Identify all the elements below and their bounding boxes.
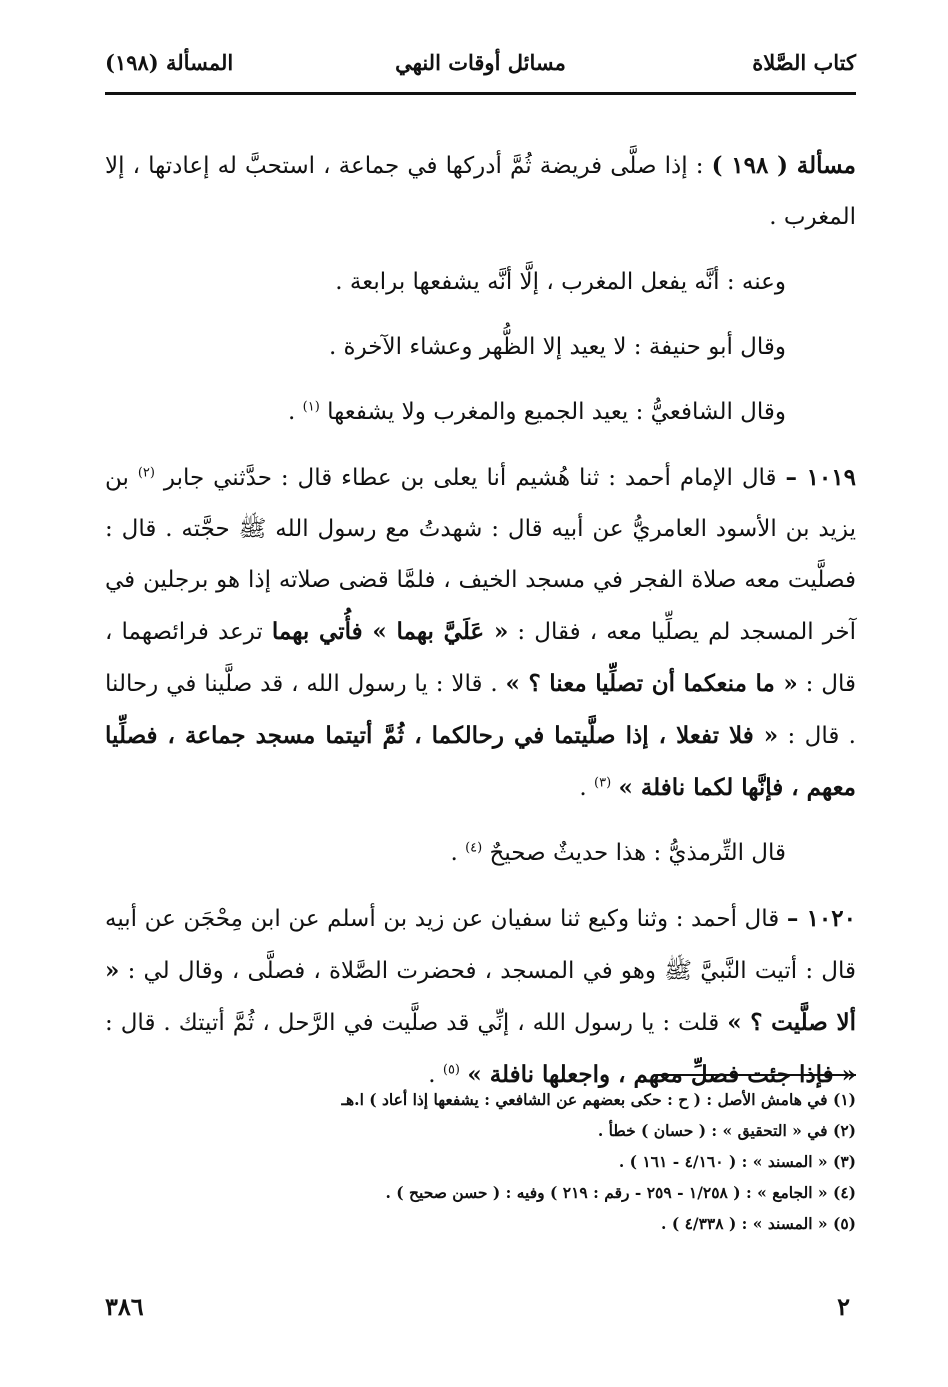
header-chapter-title: مسائل أوقات النهي	[395, 50, 566, 75]
hadith-1019-quote-3: « فلا تفعلا ، إذا صلَّيتما في رحالكما ، ثُمَّ أتيتما مسجد جماعة ، فصلِّيا معهم ، فإنَّها لكما نافلة »	[105, 722, 856, 801]
shafii-end: .	[288, 399, 303, 425]
hadith-1020-end: .	[428, 1062, 443, 1088]
shafii-text: وقال الشافعيُّ : يعيد الجميع والمغرب ولا يشفعها	[327, 399, 786, 425]
footnote-5: (٥) « المسند » : ( ٤/٣٣٨ ) .	[661, 1214, 856, 1233]
footnote-ref-4: (٤)	[465, 840, 483, 856]
hadith-1019-text-1: قال الإمام أحمد : ثنا هُشيم أنا يعلى بن عطاء قال : حدَّثني جابر	[163, 465, 786, 491]
anhu-paragraph: وعنه : أنَّه يفعل المغرب ، إلَّا أنَّه يشفعها برابعة .	[335, 269, 786, 295]
volume-number: ٢	[837, 1292, 850, 1321]
footnote-2: (٢) في « التحقيق » : ( حسان ) خطأ .	[597, 1121, 856, 1140]
tirmidhi-end: .	[450, 840, 466, 866]
footnote-ref-5: (٥)	[442, 1062, 460, 1078]
footnote-3: (٣) « المسند » : ( ٤/١٦٠ - ١٦١ ) .	[618, 1152, 856, 1171]
footnote-rule	[656, 1074, 856, 1076]
hadith-1019-text-4: . قالا : يا رسول الله ، قد صلَّينا في رحالنا . قال :	[105, 671, 856, 749]
hadith-1019-text-3: ترعد فرائصهما ، قال :	[105, 619, 856, 697]
hadith-1020-quote-2: « فإذا جئت فصلِّ معهم ، واجعلها نافلة »	[467, 1061, 856, 1088]
masala-paragraph	[105, 140, 856, 243]
abu-hanifa-paragraph: وقال أبو حنيفة : لا يعيد إلا الظُّهر وعشاء الآخرة .	[328, 334, 786, 360]
header-book-title: كتاب الصَّلاة	[752, 50, 856, 75]
footnote-4: (٤) « الجامع » : ( ١/٢٥٨ - ٢٥٩ - رقم : ٢١٩ ) وفيه : ( حسن صحيح ) .	[385, 1183, 856, 1202]
hadith-1020-paragraph	[105, 893, 856, 1101]
hadith-1019-text-2: بن يزيد بن الأسود العامريُّ عن أبيه قال : شهدتُ مع رسول الله ﷺ حجَّته . قال : فصلَّيت معه صلاة الفجر في مسجد الخيف ، فلمَّا قضى صلاته إذا هو برجلين في آخر المسجد لم يصلِّيا معه ، فقال :	[105, 465, 856, 645]
book-page	[105, 0, 856, 1387]
footnotes	[105, 1084, 856, 1239]
masala-heading: مسألة ( ١٩٨ )	[711, 152, 856, 179]
hadith-1020-quote-1: « ألا صلَّيت ؟ »	[105, 957, 856, 1036]
hadith-1019-number: ١٠١٩ –	[785, 464, 856, 491]
footnote-ref-2: (٢)	[137, 465, 155, 481]
footnote-ref-3: (٣)	[594, 775, 612, 791]
hadith-1019-paragraph	[105, 452, 856, 814]
hadith-1020-text-1: قال أحمد : وثنا وكيع ثنا سفيان عن زيد بن أسلم عن ابن مِحْجَن عن أبيه قال : أتيت النَّبيَّ ﷺ وهو في المسجد ، فحضرت الصَّلاة ، فصلَّى ، وقال لي :	[105, 906, 856, 984]
hadith-1020-text-2: قلت : يا رسول الله ، إنِّي قد صلَّيت في الرَّحل ، ثُمَّ أتيتك . قال :	[105, 1010, 728, 1036]
tirmidhi-paragraph	[105, 828, 856, 879]
shafii-paragraph	[105, 387, 856, 438]
masala-text: : إذا صلَّى فريضة ثُمَّ أدركها في جماعة ، استحبَّ له إعادتها ، إلا المغرب .	[105, 153, 856, 230]
hadith-1019-end: .	[579, 775, 594, 801]
hadith-1019-quote-2: « ما منعكما أن تصلِّيا معنا ؟ »	[505, 670, 798, 697]
page-number: ٣٨٦	[105, 1292, 144, 1321]
hadith-1019-quote-1: « عَلَيَّ بهما » فأُتي بهما	[271, 618, 509, 645]
main-text	[105, 140, 856, 1115]
header-issue-number: المسألة (١٩٨)	[105, 50, 234, 75]
hadith-1020-number: ١٠٢٠ –	[786, 905, 856, 932]
header-rule	[105, 92, 856, 95]
footnote-ref-1: (١)	[302, 399, 320, 415]
tirmidhi-text: قال التِّرمذيُّ : هذا حديثٌ صحيحٌ	[489, 840, 786, 866]
footnote-1: (١) في هامش الأصل : ( ح : حكى بعضهم عن الشافعي : يشفعها إذا أعاد ) ا.هـ	[341, 1090, 856, 1109]
running-header	[105, 50, 856, 86]
